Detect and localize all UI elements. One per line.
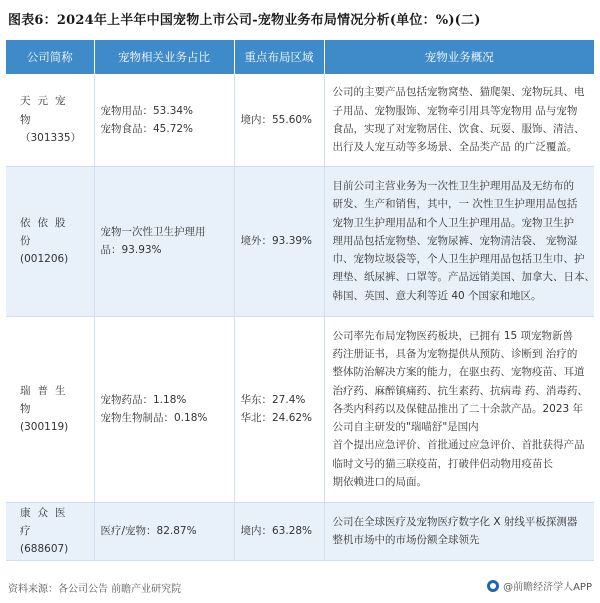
share-cell xyxy=(94,166,234,316)
overview-line: 韩国、英国、意大利等近 40 个国家和地区。 xyxy=(332,289,542,302)
table-header-row xyxy=(6,40,594,74)
company-cell xyxy=(6,166,94,316)
overview-line: 公司的主要产品包括宠物窝垫、猫爬架、宠物玩具、电 xyxy=(332,86,585,99)
table-row xyxy=(6,74,594,166)
header-share: 宠物相关业务占比 xyxy=(94,40,234,74)
overview-line: 宠物卫生护理用品和个人卫生护理用品。宠物卫生护 xyxy=(332,216,574,229)
company-name: 瑞普生物 xyxy=(20,384,73,415)
table-row xyxy=(6,502,594,560)
overview-line: 巾、宠物垃圾袋等，个人卫生护理用品包括卫生巾、护 xyxy=(332,253,585,266)
share-line: 宠物药品：1.18% xyxy=(100,393,187,406)
header-region: 重点布局区域 xyxy=(234,40,324,74)
table-row xyxy=(6,166,594,316)
share-line: 品：93.93% xyxy=(100,244,162,256)
region-line: 境外：93.39% xyxy=(240,234,313,247)
overview-line: 整机市场中的市场份额全球领先 xyxy=(332,534,480,546)
brand-mark xyxy=(487,578,592,593)
share-line: 医疗/宠物：82.87% xyxy=(100,524,197,537)
company-name: 康众医疗 xyxy=(20,506,73,537)
company-code: （301335） xyxy=(20,131,82,144)
overview-line: 出行及人宠互动等多场景、全品类产品 的广泛覆盖。 xyxy=(332,140,578,153)
region-line: 华北：24.62% xyxy=(240,412,313,424)
overview-line: 治疗药、麻醉镇痛药、抗生素药、抗病毒 药、消毒药、 xyxy=(332,384,588,397)
share-cell xyxy=(94,74,234,166)
overview-line: 各类内科药以及保健品推出了二十余款产品。2023 年 xyxy=(332,402,584,415)
overview-line: 临时文号的猫三联疫苗，打破伴侣动物用疫苗长 xyxy=(332,457,553,470)
overview-line: 公司在全球医疗及宠物医疗数字化 X 射线平板探测器 xyxy=(332,515,578,528)
company-code: (300119) xyxy=(20,421,69,434)
overview-line: 理垫、纸尿裤、口罩等。产品远销美国、加拿大、日本、 xyxy=(332,271,595,284)
company-cell xyxy=(6,74,94,166)
overview-line: 食品，实现了对宠物居住、饮食、玩耍、服饰、清洁、 xyxy=(332,122,585,135)
overview-line: 公司率先布局宠物医药板块，已拥有 15 项宠物新兽 xyxy=(332,330,574,343)
business-table xyxy=(6,40,594,561)
region-cell xyxy=(234,166,324,316)
overview-cell xyxy=(324,74,594,166)
overview-line: 子用品、宠物服饰、宠物牵引用具等宠物用 品与宠物 xyxy=(332,104,578,117)
header-overview: 宠物业务概况 xyxy=(324,40,594,74)
overview-line: 研发、生产和销售，其中，一 次性卫生护理用品包括 xyxy=(332,198,578,211)
overview-line: 药注册证书，具备为宠物提供从预防、诊断到 治疗的 xyxy=(332,348,578,361)
overview-line: 首个提出应急评价、首批通过应急评价、首批获得产品 xyxy=(332,439,585,452)
brand-logo-icon xyxy=(487,580,499,592)
overview-line: 期依赖进口的局面。 xyxy=(332,475,427,488)
share-line: 宠物生物制品：0.18% xyxy=(100,412,208,424)
region-line: 境内：63.28% xyxy=(240,524,313,537)
share-line: 宠物一次性卫生护理用 xyxy=(100,225,206,238)
overview-line: 公司自主研发的"瑞喵舒"是国内 xyxy=(332,421,479,434)
share-cell xyxy=(94,316,234,502)
overview-line: 理用品包括宠物垫、宠物尿裤、宠物清洁袋、 宠物湿 xyxy=(332,234,578,247)
company-name: 依依股份 xyxy=(20,216,73,247)
company-code: (001206) xyxy=(20,253,69,266)
overview-line: 整体防治解决方案的能力，在驱虫药、宠物疫苗、耳道 xyxy=(332,366,585,379)
overview-cell xyxy=(324,316,594,502)
region-cell xyxy=(234,316,324,502)
brand-text: @前瞻经济学人APP xyxy=(503,582,592,593)
chart-title: 图表6：2024年上半年中国宠物上市公司-宠物业务布局情况分析(单位：%)(二) xyxy=(8,13,481,28)
share-line: 宠物用品：53.34% xyxy=(100,104,194,117)
company-name: 天元宠物 xyxy=(20,95,73,126)
company-cell xyxy=(6,502,94,560)
region-line: 境内：55.60% xyxy=(240,113,313,126)
share-cell xyxy=(94,502,234,560)
company-code: (688607) xyxy=(20,543,69,556)
share-line: 宠物食品：45.72% xyxy=(100,122,194,135)
header-company: 公司简称 xyxy=(6,40,94,74)
overview-cell xyxy=(324,502,594,560)
region-cell xyxy=(234,502,324,560)
overview-cell xyxy=(324,166,594,316)
overview-line: 目前公司主营业务为一次性卫生护理用品及无纺布的 xyxy=(332,180,574,193)
table-row xyxy=(6,316,594,502)
company-cell xyxy=(6,316,94,502)
source-note: 资料来源：各公司公告 前瞻产业研究院 xyxy=(8,584,182,595)
region-line: 华东：27.4% xyxy=(240,393,306,406)
region-cell xyxy=(234,74,324,166)
